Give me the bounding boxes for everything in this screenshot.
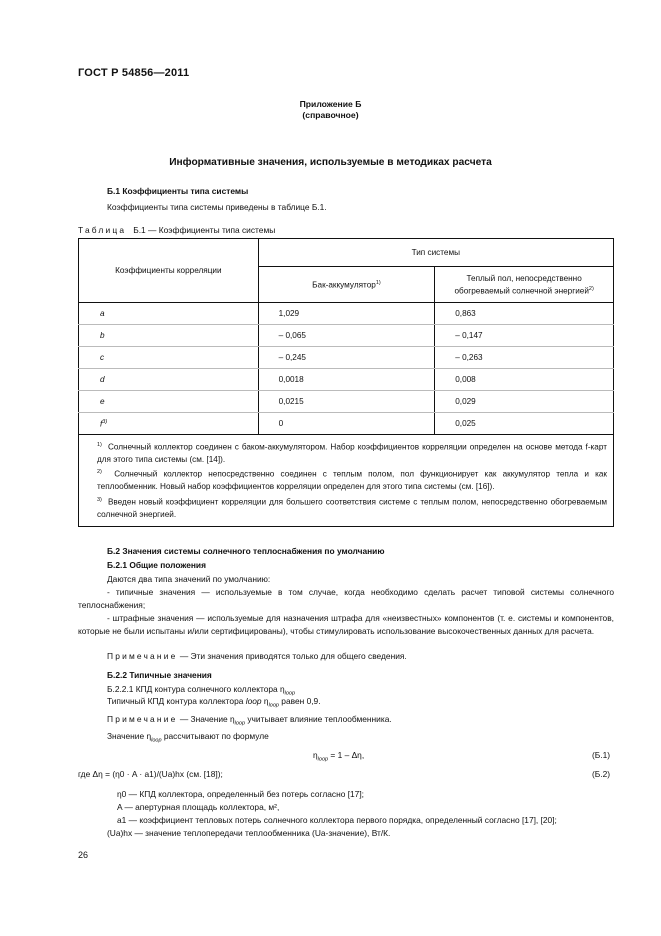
table-footnotes (79, 435, 614, 527)
b21-intro: Даются два типа значений по умолчанию: (107, 574, 271, 584)
note2-prefix: — Значение η (179, 714, 235, 724)
table-caption-prefix: Таблица (78, 225, 127, 235)
footnote (97, 494, 607, 521)
footnote-text: Солнечный коллектор соединен с баком-аккумулятором. Набор коэффициентов корреляции определен на основе метода f-карт для этого типа системы (см. [14]). (97, 442, 607, 465)
row-tank-value: 0,0018 (258, 369, 435, 391)
formula-b2-number: (Б.2) (592, 769, 611, 779)
b221-subscript: loop (284, 690, 296, 697)
row-floor-value: 0,863 (435, 303, 614, 325)
row-floor-value: 0,025 (435, 413, 614, 435)
page-number: 26 (78, 850, 89, 860)
footnote-text: Солнечный коллектор непосредственно соединен с теплым полом, пол функционирует как аккумулятор тепла и как теплообменник. Новый набор коэффициентов корреляции определен для этого типа системы (см. [16]). (97, 470, 607, 492)
formula-intro-prefix: Значение η (107, 731, 152, 741)
footnote-marker: 3) (97, 496, 102, 503)
footnote-marker: 2) (97, 469, 102, 476)
coefficients-table (78, 238, 614, 527)
table-caption-text: Б.1 — Коэффициенты типа системы (133, 225, 276, 235)
typical-efficiency-prefix: Типичный КПД контура коллектора (107, 696, 246, 706)
document-header: ГОСТ Р 54856—2011 (78, 67, 190, 79)
definition-area: A — апертурная площадь коллектора, м², (117, 802, 280, 812)
b21-penalty-values: - штрафные значения — используемые для назначения штрафа для «неизвестных» компонентов (т. е. системы и компонентов, которые не были испытаны и/или сертифицированы), чтобы стимулировать использование высокочественных данных для расчета. (78, 613, 614, 636)
row-coef: b (79, 325, 259, 347)
page-title: Информативные значения, используемые в методиках расчета (169, 157, 492, 168)
note-label: Примечание (107, 651, 178, 661)
row-tank-value: – 0,065 (258, 325, 435, 347)
footnote (97, 466, 607, 493)
row-coef-footnote: 3) (102, 418, 108, 425)
header-system-type: Тип системы (258, 239, 613, 267)
section-b1-title: Б.1 Коэффициенты типа системы (107, 186, 249, 196)
table-row (79, 303, 614, 325)
section-b2-title: Б.2 Значения системы солнечного теплоснабжения по умолчанию (107, 546, 385, 556)
row-floor-value: – 0,147 (435, 325, 614, 347)
formula-eta: η (313, 750, 318, 760)
typical-efficiency-loop: loop (245, 696, 262, 706)
table-row (79, 325, 614, 347)
row-floor-value: – 0,263 (435, 347, 614, 369)
header-floor-footnote: 2) (588, 285, 594, 292)
b221-title (107, 684, 295, 697)
row-coef-name: f (100, 419, 103, 429)
definition-eta0: η0 — КПД коллектора, определенный без потерь согласно [17]; (117, 789, 364, 799)
row-coef: e (79, 391, 259, 413)
formula-b1-number: (Б.1) (592, 750, 611, 760)
appendix-heading (0, 99, 661, 121)
b221-text: Б.2.2.1 КПД контура солнечного коллектора η (107, 684, 285, 694)
header-tank (258, 267, 435, 303)
table-row (79, 413, 614, 435)
section-b22-title: Б.2.2 Типичные значения (107, 670, 212, 680)
formula-subscript: loop (317, 756, 329, 763)
section-b1-text: Коэффициенты типа системы приведены в таблице Б.1. (107, 202, 327, 212)
row-tank-value: 1,029 (258, 303, 435, 325)
formula-intro-suffix: рассчитывают по формуле (161, 731, 269, 741)
note-heat-exchanger (107, 714, 392, 727)
note2-suffix: учитывает влияние теплообменника. (245, 714, 392, 724)
formula-intro-subscript: loop (151, 737, 162, 744)
table-caption (78, 225, 275, 235)
table-row (79, 347, 614, 369)
row-coef: d (79, 369, 259, 391)
formula-b2-line: где Δη = (η0 · A · a1)/(Ua)hx (см. [18]); (78, 769, 223, 779)
footnote (97, 439, 607, 466)
typical-efficiency-suffix: равен 0,9. (278, 696, 321, 706)
row-coef (79, 413, 259, 435)
row-tank-value: 0,0215 (258, 391, 435, 413)
row-coef: c (79, 347, 259, 369)
footnote-text: Введен новый коэффициент корреляции для большего соответствия системе с теплым полом, непосредственно обогреваемым солнечной энергией. (97, 497, 607, 519)
header-correlation: Коэффициенты корреляции (79, 239, 259, 303)
typical-efficiency-eta: η (261, 696, 269, 706)
definition-ua: (Ua)hx — значение теплопередачи теплообменника (Ua-значение), Вт/К. (107, 828, 391, 838)
formula-b1 (313, 749, 364, 767)
section-b21-title: Б.2.1 Общие положения (107, 560, 206, 570)
row-tank-value: 0 (258, 413, 435, 435)
note2-subscript: loop (234, 720, 246, 727)
formula-body: = 1 – Δη, (328, 750, 365, 760)
note2-label: Примечание (107, 714, 178, 724)
table-row (79, 391, 614, 413)
appendix-title: Приложение Б (299, 99, 362, 109)
note-general (107, 651, 407, 661)
header-floor-label: Теплый пол, непосредственно обогреваемый солнечной энергией (454, 273, 589, 296)
row-coef: a (79, 303, 259, 325)
row-tank-value: – 0,245 (258, 347, 435, 369)
row-floor-value: 0,008 (435, 369, 614, 391)
definition-a1: a1 — коэффициент тепловых потерь солнечного коллектора первого порядка, определенный согласно [17], [20]; (117, 815, 557, 825)
row-floor-value: 0,029 (435, 391, 614, 413)
header-floor (435, 267, 614, 303)
b21-typical-values: - типичные значения — используемые в том случае, когда необходимо сделать расчет типовой системы солнечного теплоснабжения; (78, 587, 614, 610)
header-tank-label: Бак-аккумулятор (312, 280, 376, 290)
typical-efficiency-subscript: loop (268, 702, 279, 709)
footnote-marker: 1) (97, 442, 102, 448)
appendix-subtitle: (справочное) (302, 110, 359, 120)
table-row (79, 369, 614, 391)
note-text: — Эти значения приводятся только для общего сведения. (179, 651, 407, 661)
typical-efficiency (107, 696, 321, 709)
formula-intro (107, 731, 269, 744)
header-tank-footnote: 1) (375, 279, 381, 286)
